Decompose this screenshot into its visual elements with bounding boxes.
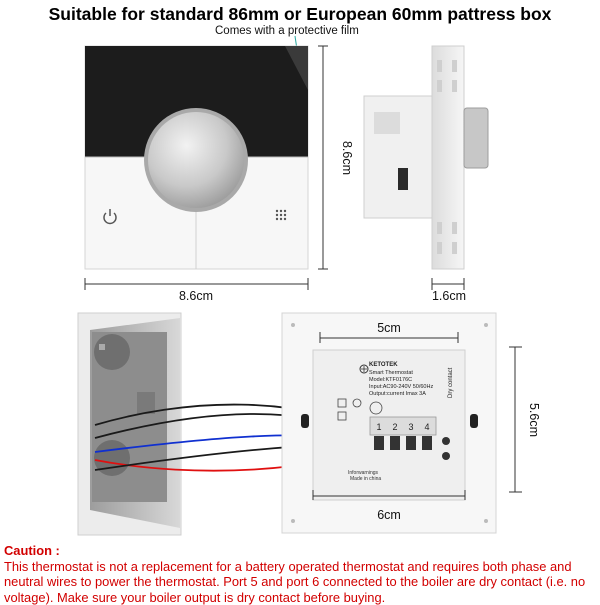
front-view — [85, 46, 308, 269]
terminal-screw-2 — [390, 436, 400, 450]
dry-contact-screw-5 — [442, 437, 450, 445]
label-line-4: Output:current Imax 3A — [369, 391, 426, 397]
side-knob — [464, 108, 488, 168]
caution-body: This thermostat is not a replacement for a battery operated thermostat and requires both phase and neutral wires to power the thermostat. Port 5 and port 6 connected to the boiler are dry contact (i.e. no voltage). Make sure your boiler output is dry contact before buying. — [4, 559, 598, 605]
side-terminal — [398, 168, 408, 190]
terminal-label-2: 2 — [392, 422, 397, 432]
ketotek-logo-icon — [360, 365, 368, 373]
dry-contact-screw-6 — [442, 452, 450, 460]
terminal-screw-1 — [374, 436, 384, 450]
label-line-2: Model:KTF0176C — [369, 377, 412, 383]
label-footer-2: Made in china — [350, 476, 381, 482]
brand-text: KETOTEK — [369, 362, 398, 368]
label-line-1: Smart Thermostat — [369, 370, 413, 376]
side-depth-label: 1.6cm — [432, 289, 466, 303]
back-height-dimension — [509, 347, 522, 492]
side-plate — [432, 46, 464, 269]
terminal-screw-4 — [422, 436, 432, 450]
front-height-label: 8.6cm — [340, 141, 354, 175]
terminal-label-3: 3 — [408, 422, 413, 432]
label-footer-1: Inforwarnings — [348, 470, 379, 476]
terminal-label-4: 4 — [424, 422, 429, 432]
dry-contact-label: Dry contact — [448, 367, 454, 398]
caution-note — [4, 543, 598, 605]
front-width-label: 8.6cm — [179, 289, 213, 303]
headline: Suitable for standard 86mm or European 60mm pattress box — [0, 4, 600, 25]
film-note: Comes with a protective film — [215, 25, 359, 37]
caution-title: Caution : — [4, 543, 598, 559]
terminal-screw-3 — [406, 436, 416, 450]
control-knob — [148, 112, 244, 208]
back-view — [282, 313, 496, 533]
wall-box — [78, 313, 181, 535]
menu-grid-icon — [276, 210, 286, 220]
back-width-top-label: 5cm — [377, 321, 401, 335]
back-width-bottom-label: 6cm — [377, 508, 401, 522]
front-height-dimension — [318, 46, 328, 269]
mount-hole-left — [301, 414, 309, 428]
back-height-label: 5.6cm — [527, 403, 541, 437]
mount-hole-right — [470, 414, 478, 428]
terminal-label-1: 1 — [376, 422, 381, 432]
label-line-3: Input:AC90-240V 50/60Hz — [369, 384, 433, 390]
side-view — [364, 46, 488, 269]
